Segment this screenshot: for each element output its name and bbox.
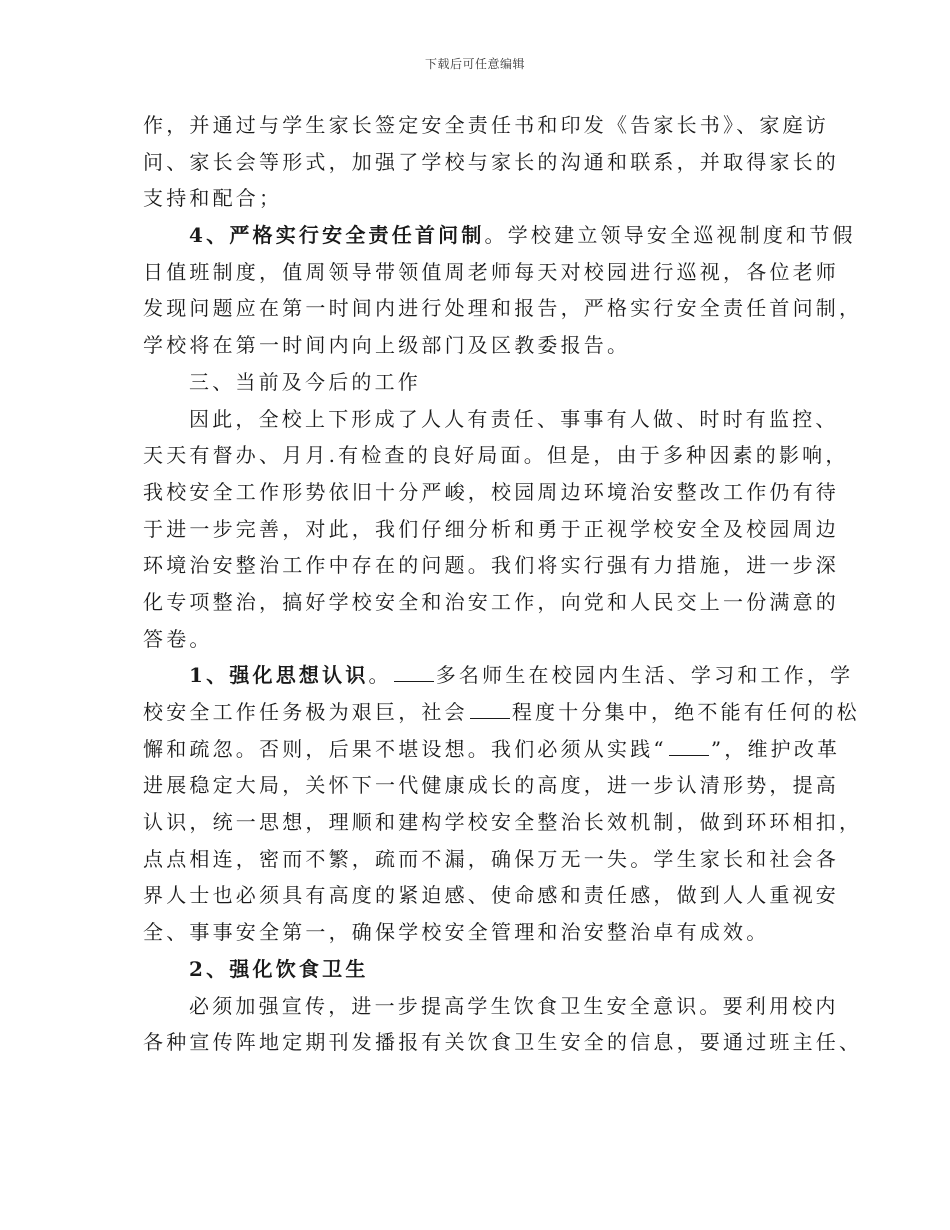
paragraph-text: 多名师生在校园内生活、学习和工作，学: [435, 663, 854, 688]
paragraph-line: 点点相连，密而不繁，疏而不漏，确保万无一失。学生家长和社会各: [143, 846, 839, 871]
paragraph-line: 全、事事安全第一，确保学校安全管理和治安整治卓有成效。: [143, 920, 770, 945]
section-1-line: [143, 657, 854, 694]
paragraph-line: 作，并通过与学生家长签定安全责任书和印发《告家长书》、家庭访: [143, 113, 829, 137]
section-4-heading: 4、严格实行安全责任首问制: [189, 223, 485, 248]
paragraph-text: ”，维护改革: [710, 736, 841, 761]
paragraph-line: 化专项整治，搞好学校安全和治安工作，向党和人民交上一份满意的: [143, 589, 839, 614]
paragraph-line: 天天有督办、月月.有检查的良好局面。但是，由于多种因素的影响，: [143, 443, 849, 468]
paragraph-line: 进展稳定大局，关怀下一代健康成长的高度，进一步认清形势，提高: [143, 773, 839, 798]
page-header: 下载后可任意编辑: [424, 57, 525, 71]
section-1-heading: 1、强化思想认识: [189, 663, 369, 688]
paragraph-line: 日值班制度，值周领导带领值周老师每天对校园进行巡视，各位老师: [143, 259, 839, 284]
paragraph-line: 我校安全工作形势依旧十分严峻，校园周边环境治安整改工作仍有待: [143, 479, 839, 504]
paragraph-line: 答卷。: [143, 626, 213, 651]
paragraph-text: 程度十分集中，绝不能有任何的松: [511, 700, 860, 724]
section-heading-current-work: 三、当前及今后的工作: [189, 369, 421, 394]
paragraph-line: 认识，统一思想，理顺和建构学校安全整治长效机制，做到环环相扣，: [143, 810, 863, 835]
section-2-heading: 2、强化饮食卫生: [189, 956, 369, 981]
paragraph-line: 因此，全校上下形成了人人有责任、事事有人做、时时有监控、: [189, 406, 839, 431]
paragraph-line: 支持和配合；: [143, 186, 283, 211]
blank-underline: [470, 700, 510, 719]
paragraph-text: 。: [368, 663, 392, 688]
paragraph-line: 各种宣传阵地定期刊发播报有关饮食卫生安全的信息，要通过班主任、: [143, 1030, 863, 1055]
document-body: [143, 107, 863, 1061]
section-4-line: [143, 217, 856, 254]
paragraph-text: 。学校建立领导安全巡视制度和节假: [484, 223, 856, 248]
paragraph-line: 发现问题应在第一时间内进行处理和报告，严格实行安全责任首问制，: [143, 296, 863, 321]
paragraph-line: [143, 694, 860, 731]
paragraph-line: 界人士也必须具有高度的紧迫感、使命感和责任感，做到人人重视安: [143, 883, 839, 908]
paragraph-line: 必须加强宣传，进一步提高学生饮食卫生安全意识。要利用校内: [189, 993, 839, 1018]
paragraph-line: 问、家长会等形式，加强了学校与家长的沟通和联系，并取得家长的: [143, 149, 839, 174]
paragraph-line: 环境治安整治工作中存在的问题。我们将实行强有力措施，进一步深: [143, 553, 839, 578]
paragraph-text: 懈和疏忽。否则，后果不堪设想。我们必须从实践“: [143, 736, 667, 761]
paragraph-line: 学校将在第一时间内向上级部门及区教委报告。: [143, 333, 631, 358]
blank-underline: [394, 663, 434, 682]
paragraph-line: [143, 731, 841, 768]
paragraph-line: 于进一步完善，对此，我们仔细分析和勇于正视学校安全及校园周边: [143, 516, 839, 541]
paragraph-text: 校安全工作任务极为艰巨，社会: [143, 700, 468, 724]
blank-underline: [669, 737, 709, 756]
